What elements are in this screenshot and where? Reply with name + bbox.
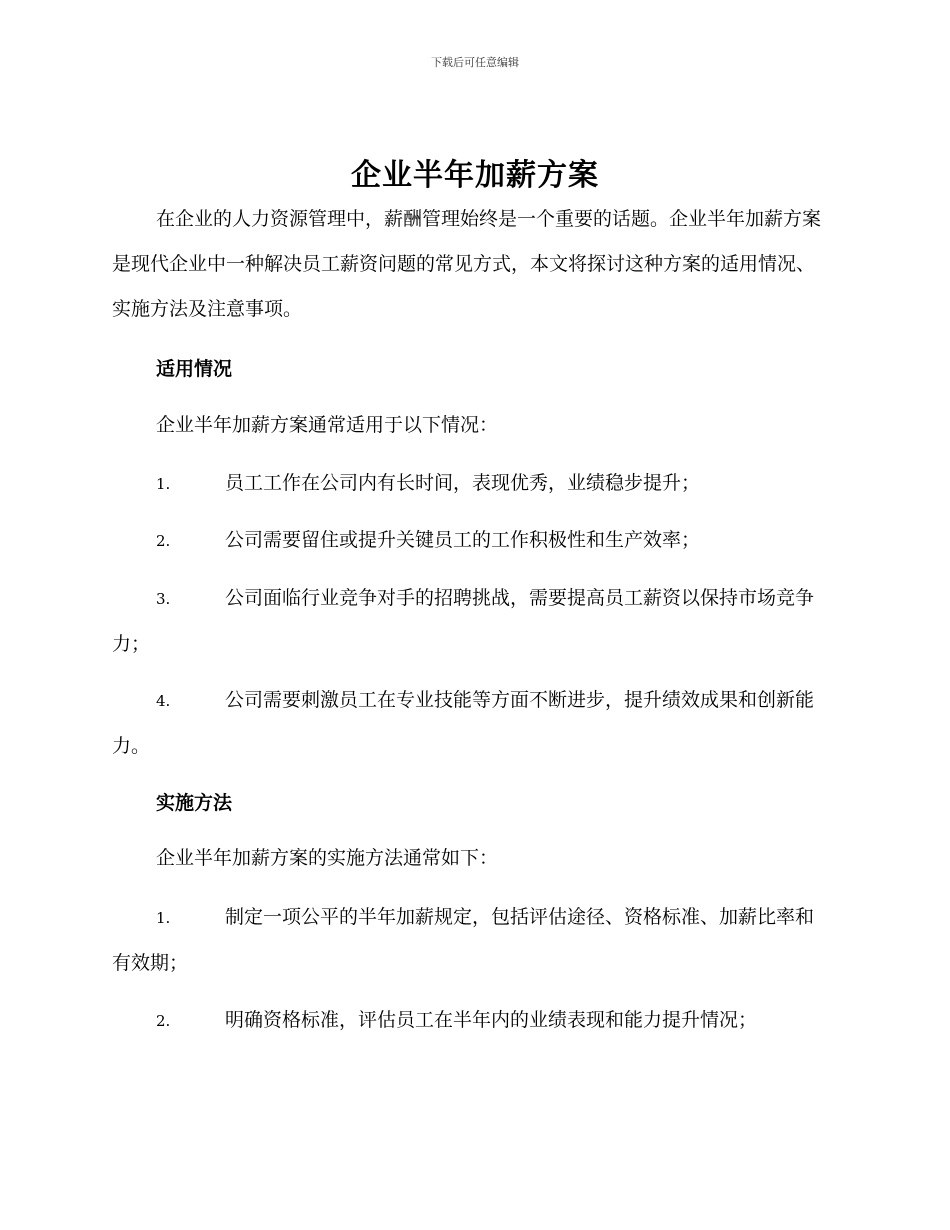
list-item-text: 明确资格标准，评估员工在半年内的业绩表现和能力提升情况； (225, 1009, 758, 1031)
list-item (112, 895, 832, 986)
header-note: 下载后可任意编辑 (431, 56, 519, 69)
list-item-number: 1. (156, 475, 171, 493)
section-heading: 适用情况 (156, 358, 233, 380)
section-heading: 实施方法 (156, 792, 233, 814)
list-item-text: 公司需要刺激员工在专业技能等方面不断进步，提升绩效成果和创新能力。 (112, 689, 815, 757)
list-item-text: 公司需要留住或提升关键员工的工作积极性和生产效率； (225, 529, 701, 551)
list-item-number: 2. (156, 532, 171, 550)
list-item (112, 576, 832, 667)
list-item-text: 制定一项公平的半年加薪规定，包括评估途径、资格标准、加薪比率和有效期； (112, 906, 815, 974)
intro-paragraph: 在企业的人力资源管理中，薪酬管理始终是一个重要的话题。企业半年加薪方案是现代企业中一种解决员工薪资问题的常见方式，本文将探讨这种方案的适用情况、实施方法及注意事项。 (112, 208, 822, 320)
list-item-text: 员工工作在公司内有长时间，表现优秀，业绩稳步提升； (225, 472, 701, 494)
list-item (112, 461, 832, 507)
list-item-text: 公司面临行业竞争对手的招聘挑战，需要提高员工薪资以保持市场竞争力； (112, 587, 815, 655)
list-item-number: 2. (156, 1012, 171, 1030)
list-item-number: 1. (156, 909, 171, 927)
page-title: 企业半年加薪方案 (351, 158, 599, 193)
list-item (112, 998, 832, 1044)
section-lead: 企业半年加薪方案通常适用于以下情况： (156, 414, 499, 436)
list-item (112, 678, 832, 769)
section-lead: 企业半年加薪方案的实施方法通常如下： (156, 847, 499, 869)
list-item (112, 518, 832, 564)
list-item-number: 3. (156, 590, 171, 608)
list-item-number: 4. (156, 692, 171, 710)
